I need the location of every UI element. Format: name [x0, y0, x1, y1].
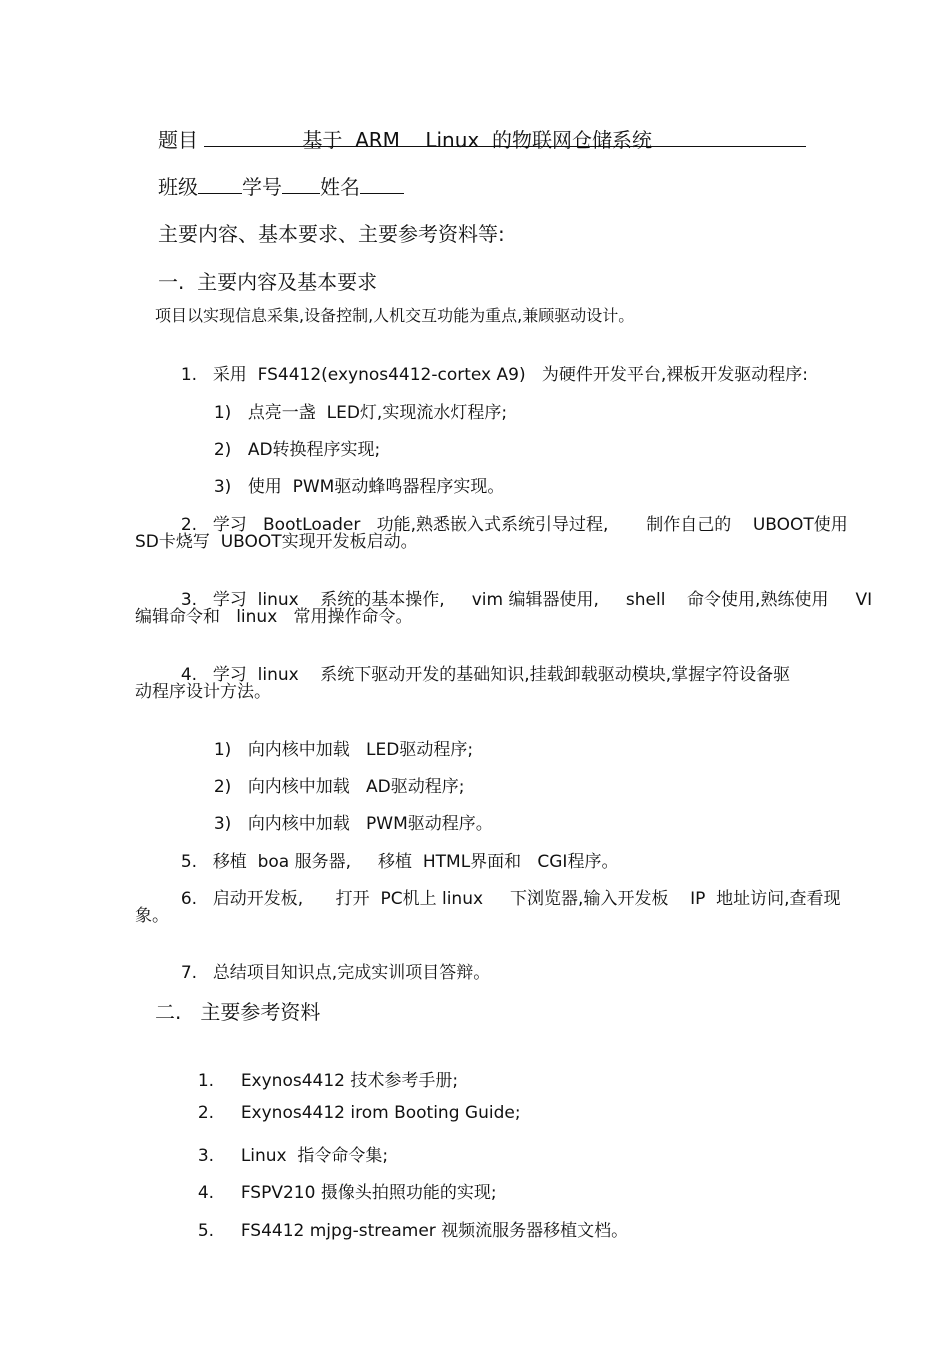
item-text: 启动开发板, 打开 PC机上 linux 下浏览器,输入开发板 IP 地址访问,查看现: [212, 889, 841, 909]
reference-text: FS4412 mjpg-streamer 视频流服务器移植文档。: [240, 1221, 629, 1241]
reference-item: [187, 1083, 521, 1123]
sub-number: 1): [213, 740, 232, 760]
sub-number: 3): [213, 814, 232, 834]
class-label: 班级: [158, 175, 198, 199]
item-text: 学习 BootLoader 功能,熟悉嵌入式系统引导过程, 制作自己的 UBOOT使用: [212, 515, 848, 535]
reference-text: Exynos4412 irom Booting Guide;: [240, 1103, 521, 1123]
sub-text: 向内核中加载 PWM驱动程序。: [247, 814, 493, 834]
reference-text: Linux 指令命令集;: [240, 1146, 389, 1166]
sub-number: 2): [213, 440, 232, 460]
title-row: [158, 124, 806, 153]
sub-text: 向内核中加载 AD驱动程序;: [247, 777, 465, 797]
reference-number: 1.: [197, 1071, 215, 1091]
reference-number: 3.: [197, 1146, 215, 1166]
sub-number: 2): [213, 777, 232, 797]
reference-item: [187, 1196, 628, 1241]
sub-text: AD转换程序实现;: [247, 440, 381, 460]
item-text: 学习 linux 系统的基本操作, vim 编辑器使用, shell 命令使用,熟练使用 VI: [212, 590, 873, 610]
list-item-7: [170, 938, 490, 983]
sub-number: 1): [213, 403, 232, 423]
name-blank: [360, 173, 404, 194]
list-item-2-line2: SD卡烧写 UBOOT实现开发板启动。: [135, 532, 418, 552]
class-blank: [198, 173, 242, 194]
sub-text: 向内核中加载 LED驱动程序;: [247, 740, 474, 760]
item-number: 5.: [180, 852, 198, 872]
reference-number: 4.: [197, 1183, 215, 1203]
sub-text: 使用 PWM驱动蜂鸣器程序实现。: [247, 477, 505, 497]
list-item-6-line1: [170, 864, 841, 909]
student-no-blank: [282, 173, 320, 194]
item-number: 4.: [180, 665, 198, 685]
item-number: 6.: [180, 889, 198, 909]
item-text: 采用 FS4412(exynos4412-cortex A9) 为硬件开发平台,裸板开发驱动程序:: [212, 365, 808, 385]
section2-heading: 二. 主要参考资料: [155, 1000, 321, 1024]
sub-text: 点亮一盏 LED灯,实现流水灯程序;: [247, 403, 508, 423]
reference-text: Exynos4412 技术参考手册;: [240, 1071, 459, 1091]
name-label: 姓名: [320, 175, 360, 199]
info-row: [158, 171, 404, 200]
section1-heading: 一. 主要内容及基本要求: [158, 270, 378, 294]
item-number: 2.: [180, 515, 198, 535]
section1-lead: 项目以实现信息采集,设备控制,人机交互功能为重点,兼顾驱动设计。: [155, 306, 635, 325]
title-label: 题目: [158, 128, 198, 152]
reference-text: FSPV210 摄像头拍照功能的实现;: [240, 1183, 497, 1203]
list-item-4-line2: 动程序设计方法。: [135, 682, 271, 702]
item-number: 3.: [180, 590, 198, 610]
intro-text: 主要内容、基本要求、主要参考资料等:: [158, 222, 505, 246]
item-text: 移植 boa 服务器, 移植 HTML界面和 CGI程序。: [212, 852, 619, 872]
title-value: 基于 ARM Linux 的物联网仓储系统: [302, 128, 652, 152]
reference-number: 5.: [197, 1221, 215, 1241]
student-no-label: 学号: [242, 175, 282, 199]
item-number: 1.: [180, 365, 198, 385]
item-text: 学习 linux 系统下驱动开发的基础知识,挂载卸载驱动模块,掌握字符设备驱: [212, 665, 791, 685]
reference-number: 2.: [197, 1103, 215, 1123]
title-underline: [204, 126, 806, 152]
list-item-3-line2: 编辑命令和 linux 常用操作命令。: [135, 607, 413, 627]
sub-number: 3): [213, 477, 232, 497]
list-item-6-line2: 象。: [135, 906, 169, 926]
item-number: 7.: [180, 963, 198, 983]
item-text: 总结项目知识点,完成实训项目答辩。: [212, 963, 491, 983]
